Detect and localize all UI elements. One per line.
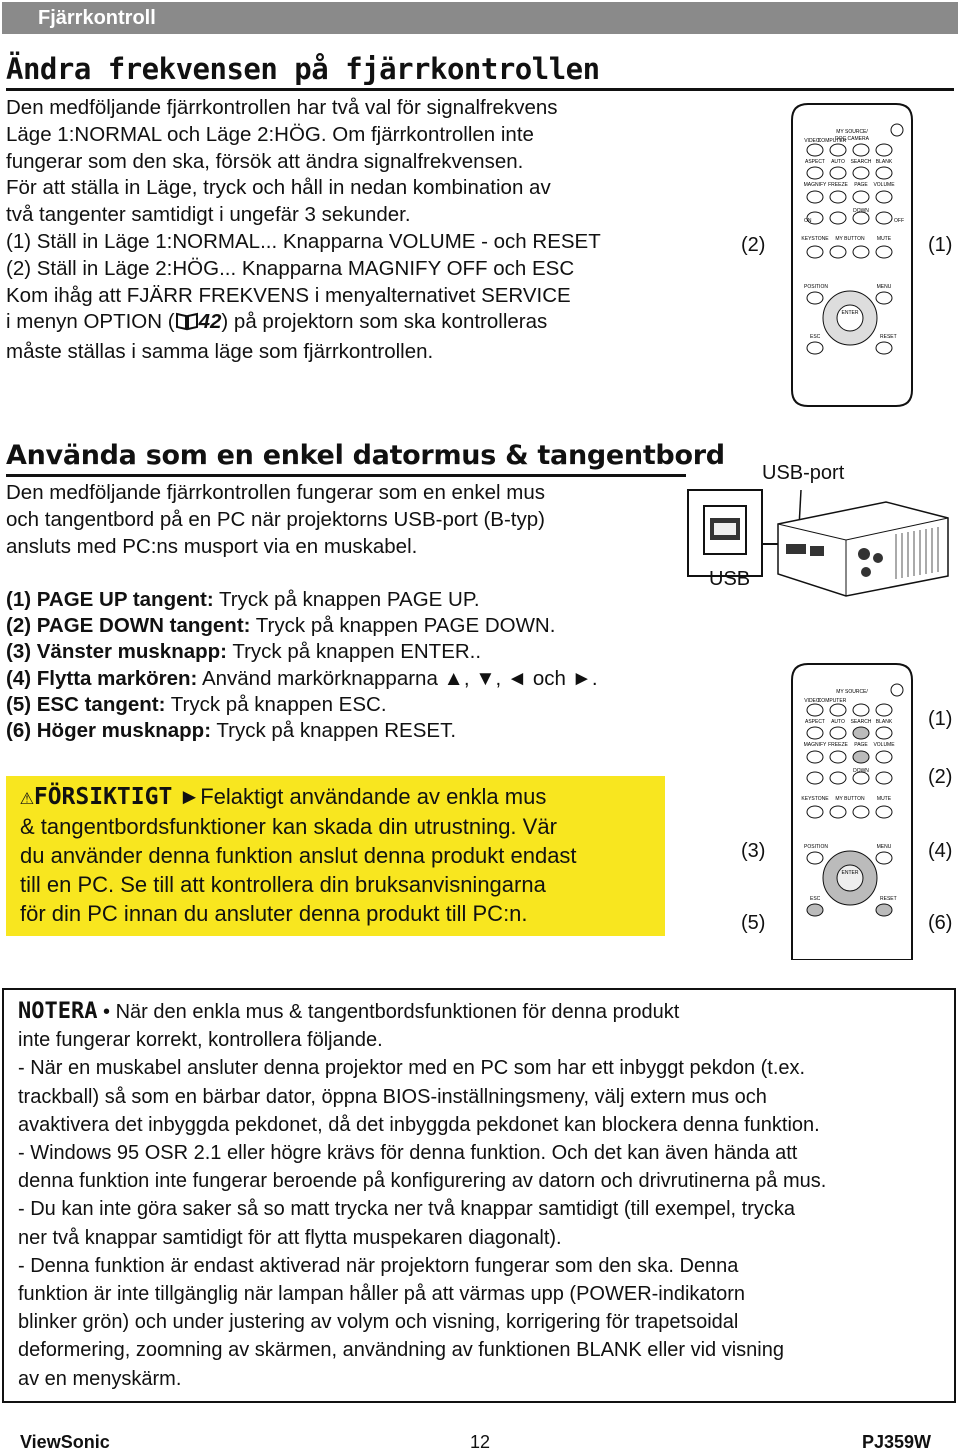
list-item [6,718,598,744]
remote-label: RESET [880,896,897,902]
item-text: Tryck på knappen PAGE DOWN. [250,614,556,638]
item-key: (1) PAGE UP tangent: [6,588,214,611]
remote-label: MY SOURCE/ [836,689,868,695]
item-text: Använd markörknapparna ▲, ▼, ◄ och ►. [197,666,598,690]
section2-line: ansluts med PC:ns musport via en muskabel. [6,534,418,558]
caution-line: för din PC innan du ansluter denna produkt till PC:n. [20,901,528,926]
section1-line: Den medföljande fjärrkontrollen har två val för signalfrekvens [6,96,558,119]
remote-label: AUTO [831,159,845,165]
list-item [6,639,598,665]
remote-label: POSITION [804,844,828,850]
note-line: av en menyskärm. [18,1367,182,1390]
text: ) på projektorn som ska kontrolleras [221,310,548,334]
function-list [6,587,598,744]
section-name: Fjärrkontroll [38,7,156,29]
remote-label: DOC.CAMERA [835,136,869,142]
remote-label: BLANK [875,159,893,165]
list-item [6,666,598,692]
remote-label: MUTE [876,796,892,802]
item-key: (6) Höger musknapp: [6,719,212,743]
remote-label: KEYSTONE [801,796,829,802]
fig2-label-1: (1) [928,708,953,730]
section2-rule [6,474,686,477]
section2-line: Den medföljande fjärrkontrollen fungerar som en enkel mus [6,481,545,504]
section2-line: och tangentbord på en PC när projektorns USB-port (B-typ) [6,507,545,531]
remote-label: BLANK [875,719,893,725]
remote-label: MAGNIFY [803,742,827,748]
remote-label: ON [804,218,812,224]
remote-label: VOLUME [873,182,895,188]
remote-label: VOLUME [873,742,895,748]
remote-label: PAGE [854,182,868,188]
remote-control-illustration-2 [782,660,922,965]
item-key: (2) PAGE DOWN tangent: [6,614,251,638]
note-line: avaktivera det inbyggda pekdonet, då det inbyggda pekdonet kan blockera denna funktion. [18,1113,820,1136]
remote-label: VIDEO [804,138,820,144]
remote-label: DOWN [853,208,869,214]
remote-label: ENTER [841,870,859,876]
section1-line: måste ställas i samma läge som fjärrkontrollen. [6,340,434,364]
section1-line-ref [6,309,686,339]
remote-label: MAGNIFY [803,182,827,188]
caution-box [6,776,665,936]
text: i menyn OPTION ( [6,310,175,334]
section1-title: Ändra frekvensen på fjärrkontrollen [6,52,600,86]
remote-label: SEARCH [850,159,872,165]
remote-label: AUTO [831,719,845,725]
note-line: inte fungerar korrekt, kontrollera följande. [18,1029,383,1052]
arrow-icon: ► [178,784,201,809]
note-box [2,988,956,1403]
remote-label: RESET [880,334,897,340]
section1-line: två tangenter samtidigt i ungefär 3 sekunder. [6,203,411,227]
section1-line: Kom ihåg att FJÄRR FREKVENS i menyalternativet SERVICE [6,283,571,307]
note-line: • När den enkla mus & tangentbordsfunktionen för denna produkt [103,1001,680,1023]
item-key: (5) ESC tangent: [6,692,166,716]
remote-label: MUTE [876,236,892,242]
remote-control-illustration [782,100,922,415]
remote-label: VIDEO [804,698,820,704]
fig-label-1: (1) [928,234,953,256]
page-ref: 42 [198,310,222,334]
note-line: - Du kan inte göra saker så so matt trycka ner två knappar samtidigt (till exempel, trycka [18,1198,795,1221]
item-text: Tryck på knappen ENTER.. [227,640,482,664]
fig-label-2: (2) [741,234,766,256]
section1-line: Läge 1:NORMAL och Läge 2:HÖG. Om fjärrkontrollen inte [6,122,534,146]
remote-label: POSITION [804,284,828,290]
footer-brand: ViewSonic [20,1432,110,1452]
note-line: trackball) så som en bärbar dator, öppna BIOS-inställningsmeny, välj extern mus och [18,1085,767,1108]
note-line: ner två knappar samtidigt för att flytta muspekaren diagonalt). [18,1226,562,1249]
remote-label: ENTER [841,310,859,316]
item-text: Tryck på knappen ESC. [165,692,387,716]
note-title: NOTERA [18,999,98,1024]
note-line: - Windows 95 OSR 2.1 eller högre krävs för denna funktion. Och det kan även hända att [18,1142,798,1165]
section1-line: (2) Ställ in Läge 2:HÖG... Knapparna MAGNIFY OFF och ESC [6,256,575,280]
section1-line: fungerar som den ska, försök att ändra signalfrekvensen. [6,149,524,173]
remote-label: MY SOURCE/ [836,129,868,135]
section-header-bar [2,2,958,34]
note-line: - När en muskabel ansluter denna projektor med en PC som har ett inbyggt pekdon (t.ex. [18,1057,806,1080]
book-icon [175,311,199,339]
fig2-label-3: (3) [741,840,766,862]
note-line: - Denna funktion är endast aktiverad när projektorn fungerar som den ska. Denna [18,1254,739,1277]
remote-label: ESC [810,896,821,902]
section2-title: Använda som en enkel datormus & tangentbord [6,440,725,471]
remote-label: MY BUTTON [835,236,865,242]
usb-port-label: USB-port [762,462,845,484]
remote-label: FREEZE [828,182,848,188]
remote-label: MENU [876,844,892,850]
caution-line: Felaktigt användande av enkla mus [200,784,547,809]
section1-rule [6,88,954,91]
remote-label: SEARCH [850,719,872,725]
item-text: Tryck på knappen RESET. [211,719,457,743]
section2-body [6,480,545,560]
remote-label: ESC [810,334,821,340]
note-line: denna funktion inte fungerar beroende på konfigurering av datorn och drivrutinerna på mus. [18,1170,827,1193]
remote-label: COMPUTER [817,138,847,144]
item-key: (3) Vänster musknapp: [6,640,227,664]
note-line: funktion är inte tillgänglig när lampan håller på att värmas upp (POWER-indikatorn [18,1283,746,1306]
item-text: Tryck på knappen PAGE UP. [213,588,480,611]
section1-line: (1) Ställ in Läge 1:NORMAL... Knapparna VOLUME - och RESET [6,229,601,253]
fig2-label-5: (5) [741,912,766,934]
list-item [6,613,598,639]
list-item [6,587,598,613]
item-key: (4) Flytta markören: [6,666,198,690]
note-line: blinker grön) och under justering av volym och visning, korrigering för trapetsoidal [18,1311,739,1334]
section1-line: För att ställa in Läge, tryck och håll in nedan kombination av [6,176,551,200]
usb-label: USB [709,568,751,590]
list-item [6,692,598,718]
caution-line: & tangentbordsfunktioner kan skada din utrustning. Vär [20,814,557,839]
remote-label: ASPECT [804,159,826,165]
fig2-label-6: (6) [928,912,953,934]
footer-model: PJ359W [862,1432,932,1452]
remote-label: KEYSTONE [801,236,829,242]
caution-line: till en PC. Se till att kontrollera din bruksanvisningarna [20,872,546,897]
page-number: 12 [470,1432,491,1452]
remote-label: MY BUTTON [835,796,865,802]
remote-label: COMPUTER [817,698,847,704]
remote-label: MENU [876,284,892,290]
fig2-label-4: (4) [928,840,953,862]
caution-line: du använder denna funktion anslut denna produkt endast [20,843,577,868]
remote-label: DOWN [853,768,869,774]
remote-label: PAGE [854,742,868,748]
fig2-label-2: (2) [928,766,953,788]
remote-label: OFF [894,218,904,224]
remote-label: FREEZE [828,742,848,748]
remote-label: ASPECT [804,719,826,725]
caution-title: ⚠FÖRSIKTIGT [20,784,173,810]
note-line: deformering, zoomning av skärmen, användning av funktionen BLANK eller vid visning [18,1339,784,1362]
section1-body [6,95,686,366]
